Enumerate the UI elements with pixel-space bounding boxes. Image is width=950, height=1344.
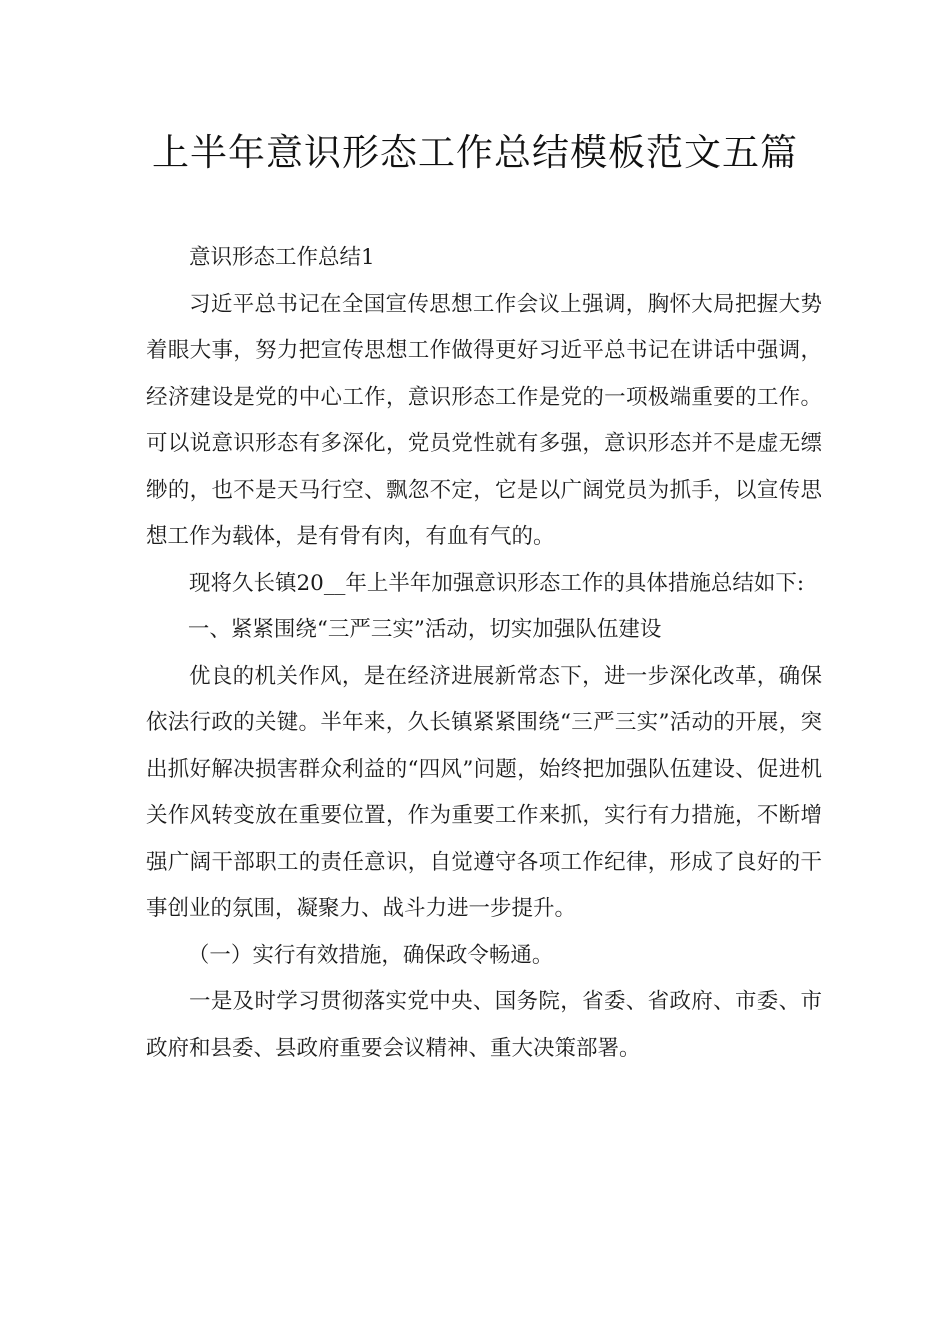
subheading: （一）实行有效措施，确保政令畅通。 <box>187 942 554 968</box>
document-title: 上半年意识形态工作总结模板范文五篇 <box>152 131 798 174</box>
paragraph: 习近平总书记在全国宣传思想工作会议上强调，胸怀大局把握大势着眼大事，努力把宣传思想工作做得更好习近平总书记在讲话中强调，经济建设是党的中心工作，意识形态工作是党的一项极端重要的工作。可以说意识形态有多深化，党员党性就有多强，意识形态并不是虚无缥缈的，也不是天马行空、飘忽不定，它是以广阔党员为抓手，以宣传思想工作为载体，是有骨有肉，有血有气的。 <box>146 291 822 549</box>
section-heading: 意识形态工作总结1 <box>189 245 375 270</box>
document-body <box>146 235 822 1072</box>
paragraph: 优良的机关作风，是在经济进展新常态下，进一步深化改革，确保依法行政的关键。半年来，久长镇紧紧围绕“三严三实”活动的开展，突出抓好解决损害群众利益的“四风”问题，始终把加强队伍建设、促进机关作风转变放在重要位置，作为重要工作来抓，实行有力措施，不断增强广阔干部职工的责任意识，自觉遵守各项工作纪律，形成了良好的干事创业的氛围，凝聚力、战斗力进一步提升。 <box>146 663 822 921</box>
subheading: 一、紧紧围绕“三严三实”活动，切实加强队伍建设 <box>187 617 662 642</box>
paragraph: 现将久长镇20__年上半年加强意识形态工作的具体措施总结如下: <box>189 570 805 596</box>
paragraph: 一是及时学习贯彻落实党中央、国务院，省委、省政府、市委、市政府和县委、县政府重要会议精神、重大决策部署。 <box>146 989 822 1061</box>
